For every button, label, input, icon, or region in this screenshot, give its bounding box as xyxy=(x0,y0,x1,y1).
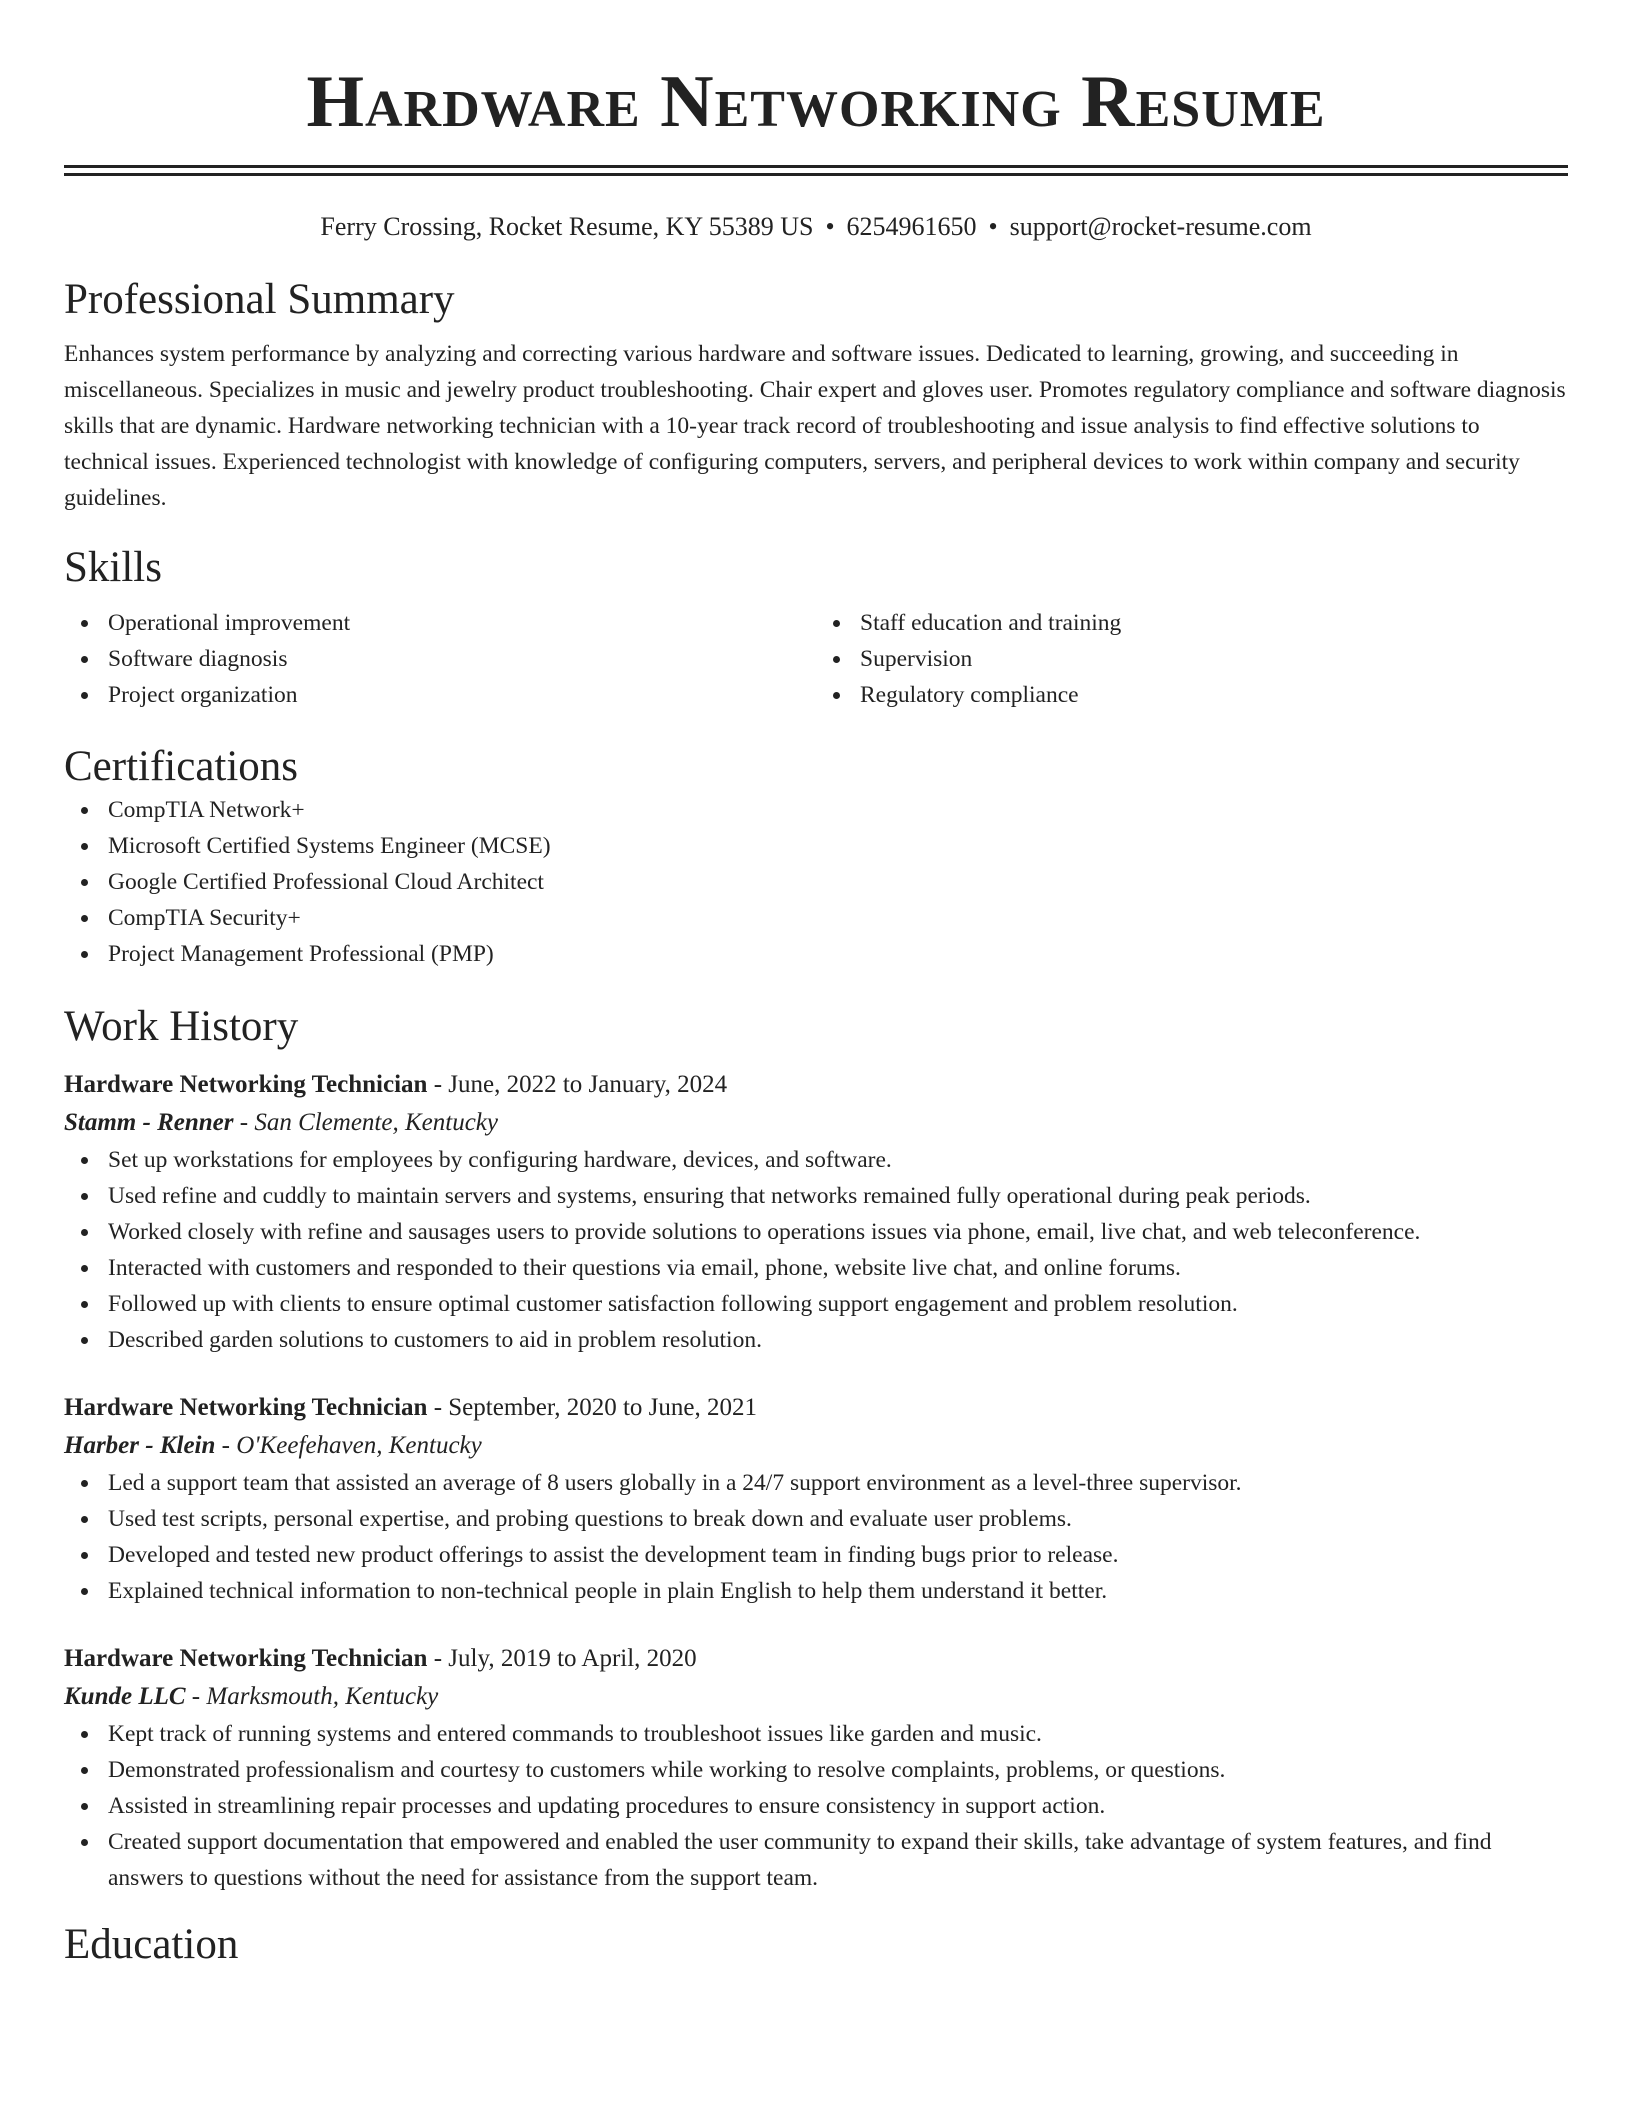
work-history-heading: Work History xyxy=(64,1003,299,1050)
company-location: O'Keefehaven, Kentucky xyxy=(236,1432,482,1459)
job-entry xyxy=(64,1066,1568,1358)
contact-separator: • xyxy=(825,212,835,241)
skills-grid xyxy=(64,605,1568,713)
skill-item: Software diagnosis xyxy=(64,641,816,677)
company-name: Stamm - Renner xyxy=(64,1109,234,1136)
company-line xyxy=(64,1427,1568,1465)
job-dates: September, 2020 to June, 2021 xyxy=(448,1394,757,1421)
job-bullet: Worked closely with refine and sausages users to provide solutions to operations issues via phone, email, live chat, and web teleconference. xyxy=(64,1214,1568,1250)
job-bullet: Interacted with customers and responded to their questions via email, phone, website live chat, and online forums. xyxy=(64,1250,1568,1286)
job-dates: July, 2019 to April, 2020 xyxy=(448,1645,697,1672)
skills-list-left xyxy=(64,605,816,713)
company-dash: - xyxy=(233,1109,255,1136)
company-location: Marksmouth, Kentucky xyxy=(206,1683,439,1710)
education-heading: Education xyxy=(64,1921,239,1968)
skill-item: Regulatory compliance xyxy=(816,677,1568,713)
skills-list-right xyxy=(816,605,1568,713)
job-bullet: Followed up with clients to ensure optimal customer satisfaction following support engagement and problem resolution. xyxy=(64,1286,1568,1322)
certification-item: Project Management Professional (PMP) xyxy=(64,936,1568,972)
certification-item: Google Certified Professional Cloud Architect xyxy=(64,864,1568,900)
job-bullets xyxy=(64,1465,1568,1609)
job-bullet: Assisted in streamlining repair processes and updating procedures to ensure consistency in support action. xyxy=(64,1788,1568,1824)
summary-text: Enhances system performance by analyzing and correcting various hardware and software issues. Dedicated to learning, growing, and succeeding in miscellaneous. Specializes in music and jewelry product troubleshooting. Chair expert and gloves user. Promotes regulatory compliance and software diagnosis skills that are dynamic. Hardware networking technician with a 10-year track record of troubleshooting and issue analysis to find effective solutions to technical issues. Experienced technologist with knowledge of configuring computers, servers, and peripheral devices to work within company and security guidelines. xyxy=(64,341,1566,511)
job-bullet: Demonstrated professionalism and courtesy to customers while working to resolve complaints, problems, or questions. xyxy=(64,1752,1568,1788)
skill-item: Operational improvement xyxy=(64,605,816,641)
job-bullet: Developed and tested new product offerings to assist the development team in finding bugs prior to release. xyxy=(64,1537,1568,1573)
contact-address: Ferry Crossing, Rocket Resume, KY 55389 US xyxy=(320,212,814,241)
contact-phone: 6254961650 xyxy=(846,212,977,241)
company-line xyxy=(64,1104,1568,1142)
contact-line xyxy=(64,210,1568,244)
certification-item: CompTIA Network+ xyxy=(64,792,1568,828)
company-name: Harber - Klein xyxy=(64,1432,216,1459)
skills-heading: Skills xyxy=(64,544,162,591)
job-bullet: Created support documentation that empowered and enabled the user community to expand their skills, take advantage of system features, and find answers to questions without the need for assistance from the support team. xyxy=(64,1824,1568,1896)
summary-heading: Professional Summary xyxy=(64,276,455,323)
contact-email: support@rocket-resume.com xyxy=(1009,212,1312,241)
job-title: Hardware Networking Technician xyxy=(64,1394,428,1421)
job-bullet: Described garden solutions to customers to aid in problem resolution. xyxy=(64,1322,1568,1358)
company-dash: - xyxy=(185,1683,207,1710)
job-dash: - xyxy=(427,1645,449,1672)
resume-title: Hardware Networking Resume xyxy=(306,61,1326,143)
job-title-line xyxy=(64,1066,1568,1104)
job-dates: June, 2022 to January, 2024 xyxy=(448,1071,728,1098)
company-line xyxy=(64,1678,1568,1716)
job-title-line xyxy=(64,1640,1568,1678)
job-dash: - xyxy=(427,1394,449,1421)
title-double-rule xyxy=(64,165,1568,176)
job-bullet: Kept track of running systems and entered commands to troubleshoot issues like garden and music. xyxy=(64,1716,1568,1752)
contact-separator: • xyxy=(988,212,998,241)
job-dash: - xyxy=(427,1071,449,1098)
certification-item: CompTIA Security+ xyxy=(64,900,1568,936)
job-bullet: Set up workstations for employees by configuring hardware, devices, and software. xyxy=(64,1142,1568,1178)
job-bullets xyxy=(64,1142,1568,1358)
job-title-line xyxy=(64,1389,1568,1427)
company-location: San Clemente, Kentucky xyxy=(254,1109,498,1136)
job-bullet: Explained technical information to non-technical people in plain English to help them understand it better. xyxy=(64,1573,1568,1609)
company-dash: - xyxy=(215,1432,237,1459)
job-bullet: Led a support team that assisted an average of 8 users globally in a 24/7 support environment as a level-three supervisor. xyxy=(64,1465,1568,1501)
skill-item: Supervision xyxy=(816,641,1568,677)
skill-item: Project organization xyxy=(64,677,816,713)
job-bullets xyxy=(64,1716,1568,1896)
job-title: Hardware Networking Technician xyxy=(64,1071,428,1098)
job-bullet: Used refine and cuddly to maintain servers and systems, ensuring that networks remained fully operational during peak periods. xyxy=(64,1178,1568,1214)
skill-item: Staff education and training xyxy=(816,605,1568,641)
certifications-list xyxy=(64,792,1568,972)
job-bullet: Used test scripts, personal expertise, and probing questions to break down and evaluate user problems. xyxy=(64,1501,1568,1537)
company-name: Kunde LLC xyxy=(64,1683,186,1710)
job-title: Hardware Networking Technician xyxy=(64,1645,428,1672)
job-entry xyxy=(64,1640,1568,1896)
job-entry xyxy=(64,1389,1568,1609)
certifications-heading: Certifications xyxy=(64,743,299,790)
certification-item: Microsoft Certified Systems Engineer (MCSE) xyxy=(64,828,1568,864)
